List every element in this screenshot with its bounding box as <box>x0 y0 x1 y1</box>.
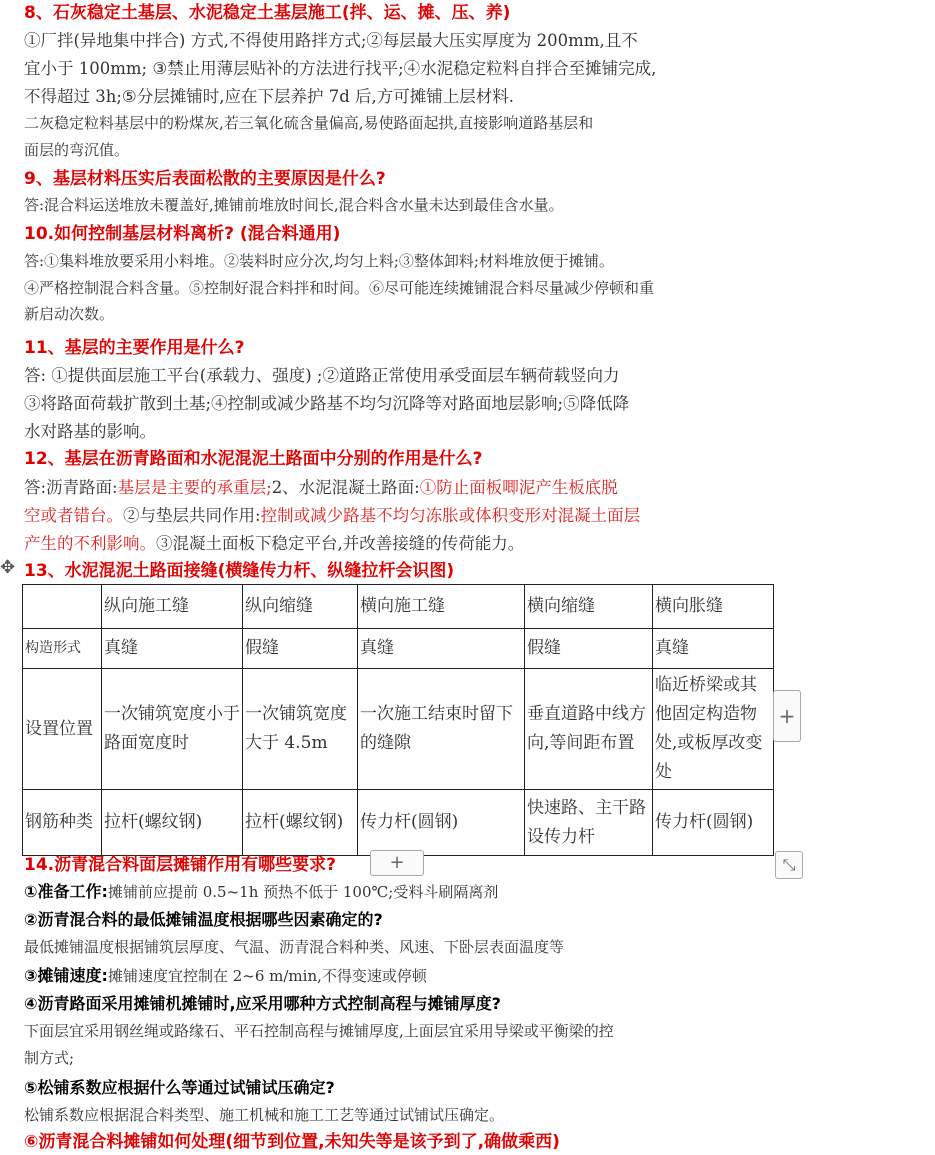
resize-table-icon[interactable]: ⤡ <box>775 851 803 879</box>
table-cell: 临近桥梁或其他固定构造物处,或板厚改变处 <box>653 669 774 790</box>
s14-q6-label: ⑥沥青混合料摊铺如何处理(细节到位置,未知失等是该予到了,确做乘西) <box>24 1132 560 1152</box>
table-header-cell: 横向胀缝 <box>653 585 774 629</box>
section-12-title: 12、基层在沥青路面和水泥混泥土路面中分别的作用是什么? <box>24 449 483 469</box>
joint-table <box>22 584 774 856</box>
table-cell: 设置位置 <box>23 669 102 790</box>
table-header-cell: 横向缩缝 <box>525 585 653 629</box>
table-cell: 构造形式 <box>23 629 102 669</box>
s8-line-1: ①厂拌(异地集中拌合) 方式,不得使用路拌方式;②每层最大压实厚度为 200mm,且不 <box>24 31 638 50</box>
table-cell: 一次铺筑宽度大于 4.5m <box>243 669 358 790</box>
s9-line-1: 答:混合料运送堆放未覆盖好,摊铺前堆放时间长,混合料含水量未达到最佳含水量。 <box>24 196 564 214</box>
s12-a2-red: ①防止面板唧泥产生板底脱 <box>419 478 618 497</box>
table-row <box>23 790 774 856</box>
s8-line-3: 不得超过 3h;⑤分层摊铺时,应在下层养护 7d 后,方可摊铺上层材料. <box>24 87 515 106</box>
s8-line-5: 面层的弯沉值。 <box>24 141 130 159</box>
table-row <box>23 669 774 790</box>
table-cell: 垂直道路中线方向,等间距布置 <box>525 669 653 790</box>
table-cell: 假缝 <box>525 629 653 669</box>
s14-q1 <box>24 878 498 906</box>
s12-line-3 <box>24 530 524 558</box>
s14-q4-text-1: 下面层宜采用钢丝绳或路缘石、平石控制高程与摊铺厚度,上面层宜采用导梁或平衡梁的控 <box>24 1022 614 1040</box>
s12-a1-red: 基层是主要的承重层; <box>117 478 272 497</box>
s14-q3-text: 摊铺速度宜控制在 2~6 m/min,不得变速或停顿 <box>107 967 427 985</box>
s12-c2: ③混凝土面板下稳定平台,并改善接缝的传荷能力。 <box>156 534 525 553</box>
table-header-cell: 纵向缩缝 <box>243 585 358 629</box>
table-header-cell: 纵向施工缝 <box>102 585 243 629</box>
section-11-title: 11、基层的主要作用是什么? <box>24 338 245 358</box>
table-cell: 真缝 <box>102 629 243 669</box>
table-cell: 一次铺筑宽度小于路面宽度时 <box>102 669 243 790</box>
s14-q5-text: 松铺系数应根据混合料类型、施工机械和施工工艺等通过试铺试压确定。 <box>24 1106 505 1124</box>
table-header-row <box>23 585 774 629</box>
table-cell: 一次施工结束时留下的缝隙 <box>358 669 525 790</box>
table-move-handle-icon[interactable]: ✥ <box>0 557 16 578</box>
s12-line-2 <box>24 502 640 530</box>
s8-line-2: 宜小于 100mm; ③禁止用薄层贴补的方法进行找平;④水泥稳定粒料自拌合至摊铺完成, <box>24 59 657 78</box>
s14-q4-text-2: 制方式; <box>24 1049 75 1067</box>
s10-line-3: 新启动次数。 <box>24 305 115 323</box>
table-cell: 快速路、主干路设传力杆 <box>525 790 653 856</box>
section-10-title: 10.如何控制基层材料离析? (混合料通用) <box>24 224 341 244</box>
table-row <box>23 629 774 669</box>
s14-q3 <box>24 962 427 990</box>
add-row-button[interactable]: + <box>370 850 424 876</box>
s12-a2: 2、水泥混凝土路面: <box>271 478 420 497</box>
s10-line-2: ④严格控制混合料含量。⑤控制好混合料拌和时间。⑥尽可能连续摊铺混合料尽量减少停顿和重 <box>24 279 655 297</box>
s11-line-2: ③将路面荷载扩散到土基;④控制或减少路基不均匀沉降等对路面地层影响;⑤降低降 <box>24 394 630 413</box>
table-cell: 拉杆(螺纹钢) <box>243 790 358 856</box>
s14-q2-label: ②沥青混合料的最低摊铺温度根据哪些因素确定的? <box>24 910 383 929</box>
s10-line-1: 答:①集料堆放要采用小料堆。②装料时应分次,均匀上料;③整体卸料;材料堆放便于摊铺。 <box>24 252 614 270</box>
s14-q2-text: 最低摊铺温度根据铺筑层厚度、气温、沥青混合料种类、风速、下卧层表面温度等 <box>24 938 565 956</box>
s12-b2-red: 控制或减少路基不均匀冻胀或体积变形对混凝土面层 <box>260 506 641 525</box>
table-header-cell: 横向施工缝 <box>358 585 525 629</box>
s14-q1-label: ①准备工作: <box>24 882 108 901</box>
s12-line-1 <box>24 474 618 502</box>
table-cell: 假缝 <box>243 629 358 669</box>
s8-line-4: 二灰稳定粒料基层中的粉煤灰,若三氧化硫含量偏高,易使路面起拱,直接影响道路基层和 <box>24 114 594 132</box>
table-cell: 传力杆(圆钢) <box>653 790 774 856</box>
section-13-title: 13、水泥混泥土路面接缝(横缝传力杆、纵缝拉杆会识图) <box>24 561 455 581</box>
s11-line-1: 答: ①提供面层施工平台(承载力、强度) ;②道路正常使用承受面层车辆荷载竖向力 <box>24 366 620 385</box>
s14-q5-label: ⑤松铺系数应根据什么等通过试铺试压确定? <box>24 1078 335 1097</box>
s12-b1-red: 空或者错台。 <box>24 506 123 525</box>
s14-q1-text: 摊铺前应提前 0.5~1h 预热不低于 100℃;受料斗刷隔离剂 <box>107 883 499 901</box>
table-header-cell <box>23 585 102 629</box>
s11-line-3: 水对路基的影响。 <box>24 422 156 441</box>
s12-c1-red: 产生的不利影响。 <box>24 534 156 553</box>
table-cell: 钢筋种类 <box>23 790 102 856</box>
table-cell: 拉杆(螺纹钢) <box>102 790 243 856</box>
section-9-title: 9、基层材料压实后表面松散的主要原因是什么? <box>24 169 386 189</box>
table-cell: 传力杆(圆钢) <box>358 790 525 856</box>
s14-q4-label: ④沥青路面采用摊铺机摊铺时,应采用哪种方式控制高程与摊铺厚度? <box>24 994 501 1013</box>
s12-a1: 答:沥青路面: <box>24 478 118 497</box>
table-cell: 真缝 <box>358 629 525 669</box>
section-8-title: 8、石灰稳定土基层、水泥稳定土基层施工(拌、运、摊、压、养) <box>24 3 511 23</box>
s14-q3-label: ③摊铺速度: <box>24 966 108 985</box>
add-column-button[interactable]: + <box>773 690 801 742</box>
table-cell: 真缝 <box>653 629 774 669</box>
section-14-title: 14.沥青混合料面层摊铺作用有哪些要求? <box>24 855 336 875</box>
s12-b2: ②与垫层共同作用: <box>123 506 261 525</box>
